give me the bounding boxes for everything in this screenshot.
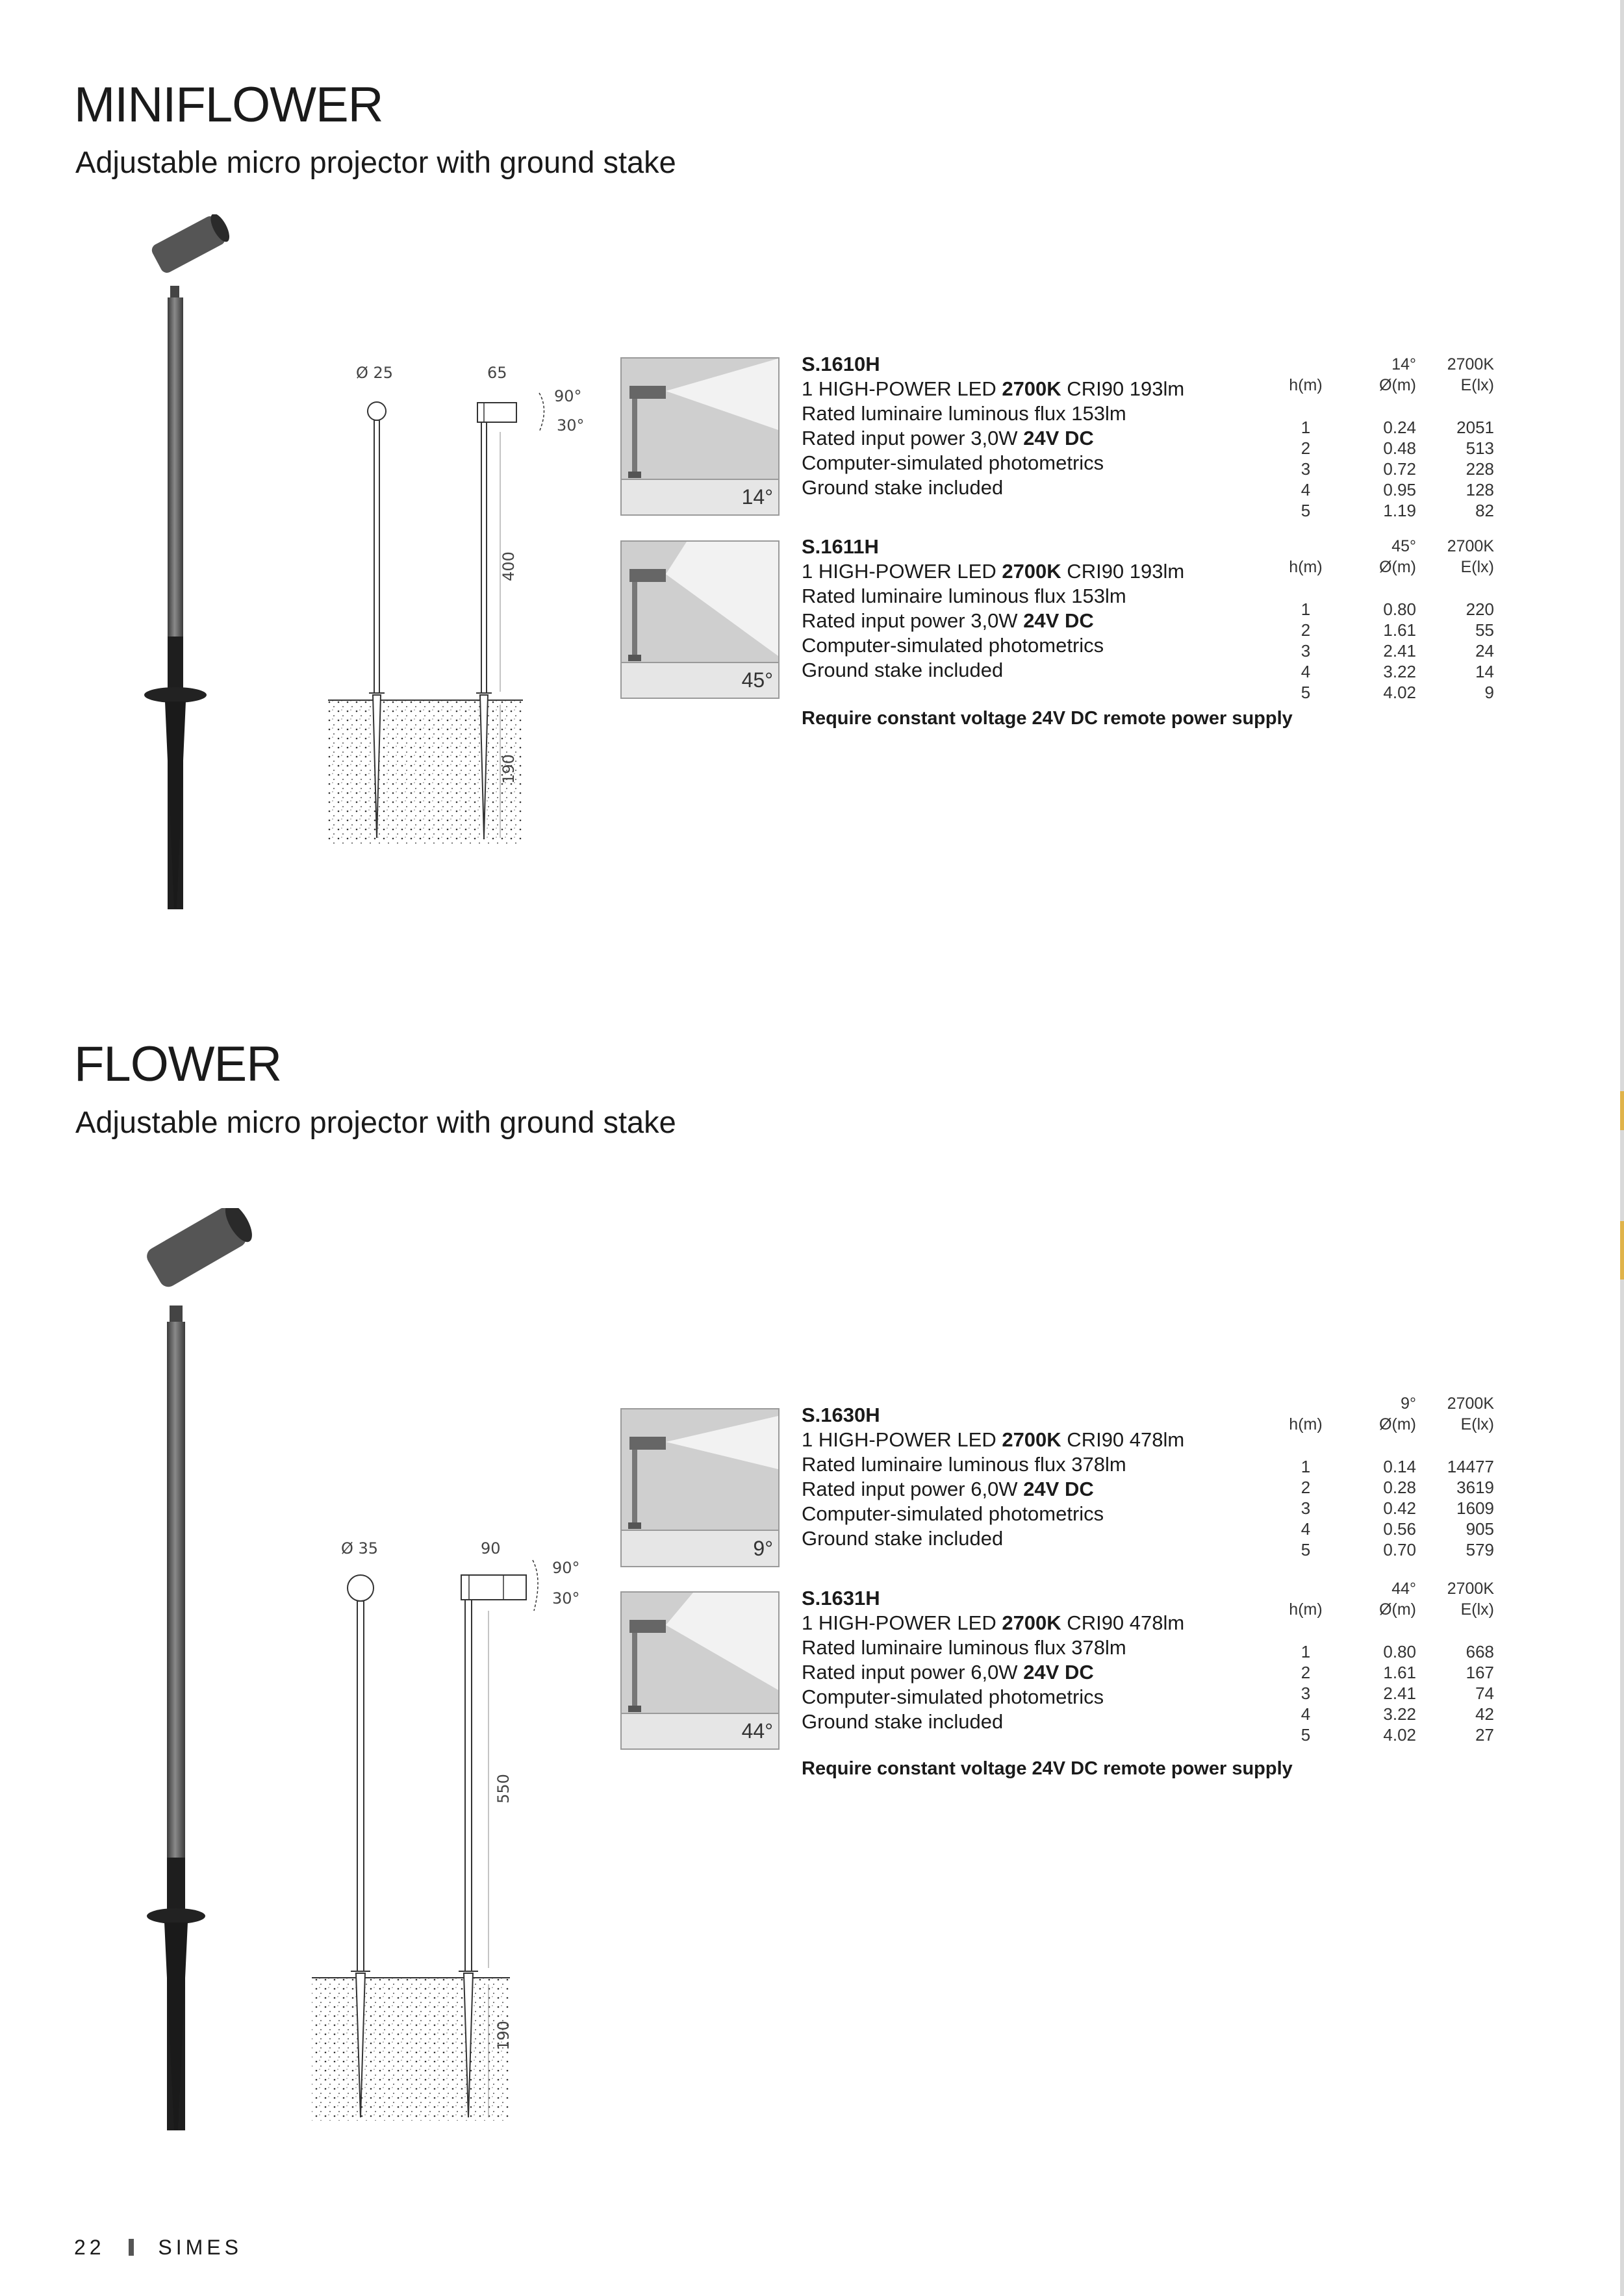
section-title: MINIFLOWER [74,77,383,132]
table-e-header: E(lx) [1460,1600,1494,1619]
table-cell: 1609 [1456,1498,1494,1518]
table-cell: 0.95 [1383,480,1416,499]
table-cell: 3 [1300,459,1311,479]
product-stake: Ground stake included [802,476,1004,499]
table-cell: 3619 [1456,1478,1494,1497]
table-cell: 4 [1300,662,1311,681]
power-supply-note: Require constant voltage 24V DC remote power supply [802,1758,1293,1779]
dim-stake-depth: 190 [499,754,518,784]
table-cell: 0.24 [1383,418,1416,437]
table-cell: 5 [1300,683,1311,702]
table-cell: 2 [1300,1663,1311,1682]
table-cell: 82 [1475,501,1494,520]
product-code: S.1631H [802,1587,880,1609]
beam-diagram-s1631h [620,1591,780,1750]
table-d-col [1358,1641,1416,1745]
table-cell: 1.61 [1383,620,1416,640]
table-cell: 5 [1300,1725,1311,1745]
photometric-table-s1631h [1286,1578,1507,1747]
product-power-line [802,426,1184,451]
table-cell: 3 [1300,1498,1311,1518]
table-cell: 128 [1465,480,1494,499]
table-h-header: h(m) [1289,376,1323,394]
dim-head-length: 65 [487,364,507,382]
table-e-col [1436,417,1494,521]
product-power-line [802,609,1184,633]
table-cct-header: 2700K [1447,537,1494,555]
table-e-col [1436,599,1494,703]
photometric-table-s1630h [1286,1393,1507,1562]
table-cell: 0.42 [1383,1498,1416,1518]
table-cell: 3.22 [1383,662,1416,681]
table-cct-header: 2700K [1447,355,1494,373]
table-cell: 42 [1475,1704,1494,1724]
table-cell: 3 [1300,641,1311,661]
table-cell: 4 [1300,480,1311,499]
product-photo-miniflower [130,214,260,916]
edge-accent [1620,1221,1624,1280]
brand-name: SIMES [158,2236,242,2259]
table-cell: 668 [1465,1642,1494,1661]
beam-diagram-s1611h [620,540,780,699]
product-photometrics: Computer-simulated photometrics [802,1685,1104,1708]
table-cell: 2 [1300,620,1311,640]
dim-stake-depth: 190 [494,2021,513,2050]
product-photometrics: Computer-simulated photometrics [802,634,1104,657]
dim-height: 550 [494,1774,513,1804]
table-cell: 1.19 [1383,501,1416,520]
beam-angle-label: 45° [741,668,773,692]
beam-angle-label: 9° [753,1537,773,1560]
beam-angle-label: 14° [741,485,773,509]
led-cri: CRI90 478lm [1061,1611,1185,1634]
section-subtitle: Adjustable micro projector with ground stake [75,145,676,179]
led-cri: CRI90 193lm [1061,377,1185,400]
table-d-col [1358,417,1416,521]
table-cell: 2 [1300,438,1311,458]
table-d-header: Ø(m) [1379,1415,1416,1433]
table-cell: 4.02 [1383,1725,1416,1745]
table-cct-header: 2700K [1447,1394,1494,1413]
section-miniflower [74,77,383,133]
table-e-col [1436,1641,1494,1745]
dim-diameter: Ø 25 [356,364,394,382]
table-d-header: Ø(m) [1379,376,1416,394]
product-code: S.1611H [802,535,879,558]
photometric-table-s1610h [1286,354,1507,523]
led-cct: 2700K [1002,560,1061,583]
table-cell: 1.61 [1383,1663,1416,1682]
product-stake: Ground stake included [802,1527,1004,1550]
power-voltage: 24V DC [1023,1478,1094,1500]
led-cct: 2700K [1002,1428,1061,1451]
section-subtitle-wrap [75,1104,676,1140]
power-text: Rated input power 6,0W [802,1661,1024,1684]
product-photo-flower [127,1208,283,2137]
table-e-header: E(lx) [1460,376,1494,394]
product-s1611h [802,535,1184,683]
section-flower [74,1036,281,1092]
table-d-header: Ø(m) [1379,558,1416,576]
power-voltage: 24V DC [1023,609,1094,632]
table-cell: 905 [1465,1519,1494,1539]
table-h-header: h(m) [1289,1600,1323,1619]
table-h-header: h(m) [1289,1415,1323,1433]
table-d-col [1358,1456,1416,1560]
led-cct: 2700K [1002,1611,1061,1634]
led-text: 1 HIGH-POWER LED [802,560,1002,583]
table-cct-header: 2700K [1447,1580,1494,1598]
table-cell: 1 [1300,418,1311,437]
table-cell: 24 [1475,641,1494,661]
dim-height: 400 [499,551,518,581]
table-cell: 2.41 [1383,641,1416,661]
footer-divider [129,2239,134,2256]
table-cell: 1 [1300,1642,1311,1661]
table-angle-header: 45° [1391,537,1416,555]
product-s1630h [802,1403,1184,1551]
power-text: Rated input power 3,0W [802,609,1024,632]
edge-accent [1620,1091,1624,1130]
table-cell: 2.41 [1383,1684,1416,1703]
table-cell: 27 [1475,1725,1494,1745]
product-photometrics: Computer-simulated photometrics [802,451,1104,474]
table-cell: 5 [1300,501,1311,520]
led-cct: 2700K [1002,377,1061,400]
product-led-line [802,377,1184,401]
dim-angle-up: 90° [552,1559,580,1577]
product-led-line [802,1611,1184,1635]
table-angle-header: 44° [1391,1580,1416,1598]
table-e-header: E(lx) [1460,558,1494,576]
table-cell: 5 [1300,1540,1311,1559]
beam-diagram-s1610h [620,357,780,516]
dim-diameter: Ø 35 [341,1539,379,1558]
table-cell: 0.48 [1383,438,1416,458]
table-d-col [1358,599,1416,703]
table-cell: 2 [1300,1478,1311,1497]
table-cell: 0.80 [1383,599,1416,619]
page-footer [74,2236,242,2260]
table-cell: 228 [1465,459,1494,479]
product-flux: Rated luminaire luminous flux 153lm [802,402,1126,425]
table-cell: 4 [1300,1519,1311,1539]
table-cell: 14477 [1447,1457,1494,1476]
table-e-header: E(lx) [1460,1415,1494,1433]
dim-angle-down: 30° [552,1589,580,1608]
section-subtitle-wrap [75,144,676,180]
table-cell: 14 [1475,662,1494,681]
product-s1610h [802,352,1184,500]
led-text: 1 HIGH-POWER LED [802,377,1002,400]
table-cell: 513 [1465,438,1494,458]
led-text: 1 HIGH-POWER LED [802,1611,1002,1634]
product-led-line [802,559,1184,584]
table-angle-header: 14° [1391,355,1416,373]
power-text: Rated input power 6,0W [802,1478,1024,1500]
table-cell: 0.14 [1383,1457,1416,1476]
table-cell: 3 [1300,1684,1311,1703]
table-h-header: h(m) [1289,558,1323,576]
power-voltage: 24V DC [1023,427,1094,449]
table-cell: 4 [1300,1704,1311,1724]
table-h-col [1286,417,1325,521]
product-s1631h [802,1586,1184,1734]
table-cell: 1 [1300,599,1311,619]
table-h-col [1286,599,1325,703]
product-flux: Rated luminaire luminous flux 153lm [802,585,1126,607]
power-supply-note: Require constant voltage 24V DC remote power supply [802,708,1293,729]
table-cell: 167 [1465,1663,1494,1682]
table-cell: 0.80 [1383,1642,1416,1661]
dim-angle-up: 90° [554,387,582,405]
table-d-header: Ø(m) [1379,1600,1416,1619]
table-cell: 74 [1475,1684,1494,1703]
led-text: 1 HIGH-POWER LED [802,1428,1002,1451]
product-stake: Ground stake included [802,659,1004,681]
product-power-line [802,1477,1184,1502]
table-cell: 0.28 [1383,1478,1416,1497]
section-title: FLOWER [74,1037,282,1092]
beam-angle-label: 44° [741,1719,773,1743]
page-edge-strip [1620,0,1624,2296]
led-cri: CRI90 478lm [1061,1428,1185,1451]
table-cell: 9 [1484,683,1494,702]
product-flux: Rated luminaire luminous flux 378lm [802,1453,1126,1476]
table-cell: 2051 [1456,418,1494,437]
table-cell: 55 [1475,620,1494,640]
led-cri: CRI90 193lm [1061,560,1185,583]
page-number: 22 [74,2236,105,2259]
table-angle-header: 9° [1401,1394,1416,1413]
table-cell: 1 [1300,1457,1311,1476]
table-h-col [1286,1456,1325,1560]
product-flux: Rated luminaire luminous flux 378lm [802,1636,1126,1659]
beam-diagram-s1630h [620,1408,780,1567]
table-cell: 0.56 [1383,1519,1416,1539]
table-e-col [1436,1456,1494,1560]
photometric-table-s1611h [1286,536,1507,705]
table-cell: 4.02 [1383,683,1416,702]
product-code: S.1610H [802,353,880,375]
section-subtitle: Adjustable micro projector with ground stake [75,1105,676,1139]
dim-head-length: 90 [481,1539,501,1558]
table-h-col [1286,1641,1325,1745]
product-power-line [802,1660,1184,1685]
product-code: S.1630H [802,1404,880,1426]
table-cell: 3.22 [1383,1704,1416,1724]
product-led-line [802,1428,1184,1452]
table-cell: 220 [1465,599,1494,619]
table-cell: 579 [1465,1540,1494,1559]
table-cell: 0.70 [1383,1540,1416,1559]
product-photometrics: Computer-simulated photometrics [802,1502,1104,1525]
power-voltage: 24V DC [1023,1661,1094,1684]
dim-angle-down: 30° [557,416,585,435]
table-cell: 0.72 [1383,459,1416,479]
product-stake: Ground stake included [802,1710,1004,1733]
power-text: Rated input power 3,0W [802,427,1024,449]
